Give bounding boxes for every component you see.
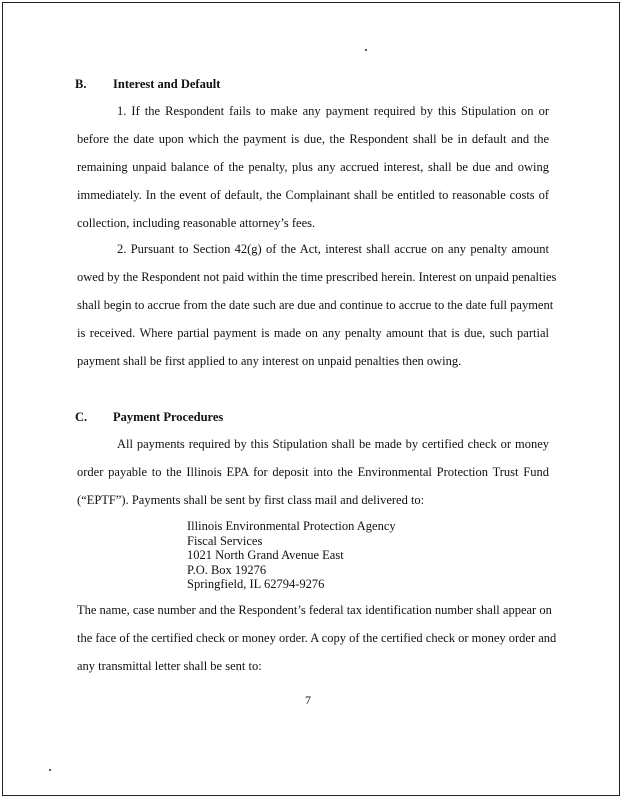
address-line: Illinois Environmental Protection Agency — [187, 519, 396, 533]
paragraph-line: 2. Pursuant to Section 42(g) of the Act, interest shall accrue on any penalty amount — [117, 242, 549, 256]
paragraph-line: collection, including reasonable attorney’s fees. — [77, 216, 316, 230]
paragraph-line: All payments required by this Stipulation shall be made by certified check or money — [117, 437, 549, 451]
page-number: 7 — [305, 693, 311, 707]
address-line: Fiscal Services — [187, 533, 263, 548]
address-line: 1021 North Grand Avenue East — [187, 548, 344, 562]
section-c-title: Payment Procedures — [113, 410, 224, 424]
address-line: Springfield, IL 62794-9276 — [187, 577, 325, 591]
paragraph-line: remaining unpaid balance of the penalty, plus any accrued interest, shall be due and owing — [77, 160, 549, 174]
paragraph-line: owed by the Respondent not paid within the time prescribed herein. Interest on unpaid penalties — [77, 270, 557, 284]
section-c-letter: C. — [75, 410, 88, 424]
address-line: P.O. Box 19276 — [187, 562, 267, 577]
section-c-heading — [75, 410, 223, 425]
paragraph-line: 1. If the Respondent fails to make any payment required by this Stipulation on or — [117, 104, 549, 118]
paragraph-line: payment shall be first applied to any interest on unpaid penalties then owing. — [77, 354, 462, 368]
paragraph-line: before the date upon which the payment is due, the Respondent shall be in default and the — [77, 132, 549, 146]
paragraph-line: order payable to the Illinois EPA for deposit into the Environmental Protection Trust Fund — [77, 465, 549, 479]
paragraph-line: the face of the certified check or money order. A copy of the certified check or money order and — [77, 631, 557, 645]
section-b-heading — [75, 77, 220, 92]
scan-speck — [49, 769, 51, 771]
section-b-letter: B. — [75, 77, 87, 91]
paragraph-line: The name, case number and the Respondent’s federal tax identification number shall appear on — [77, 603, 552, 617]
paragraph-line: any transmittal letter shall be sent to: — [77, 659, 262, 673]
paragraph-line: immediately. In the event of default, the Complainant shall be entitled to reasonable costs of — [77, 188, 549, 202]
paragraph-line: (“EPTF”). Payments shall be sent by first class mail and delivered to: — [77, 493, 425, 507]
section-b-title: Interest and Default — [113, 77, 221, 91]
paragraph-line: shall begin to accrue from the date such are due and continue to accrue to the date full payment — [77, 298, 554, 312]
document-page — [2, 2, 620, 796]
paragraph-line: is received. Where partial payment is made on any penalty amount that is due, such partial — [77, 326, 549, 340]
mailing-address — [187, 519, 396, 592]
scan-speck — [365, 49, 367, 51]
